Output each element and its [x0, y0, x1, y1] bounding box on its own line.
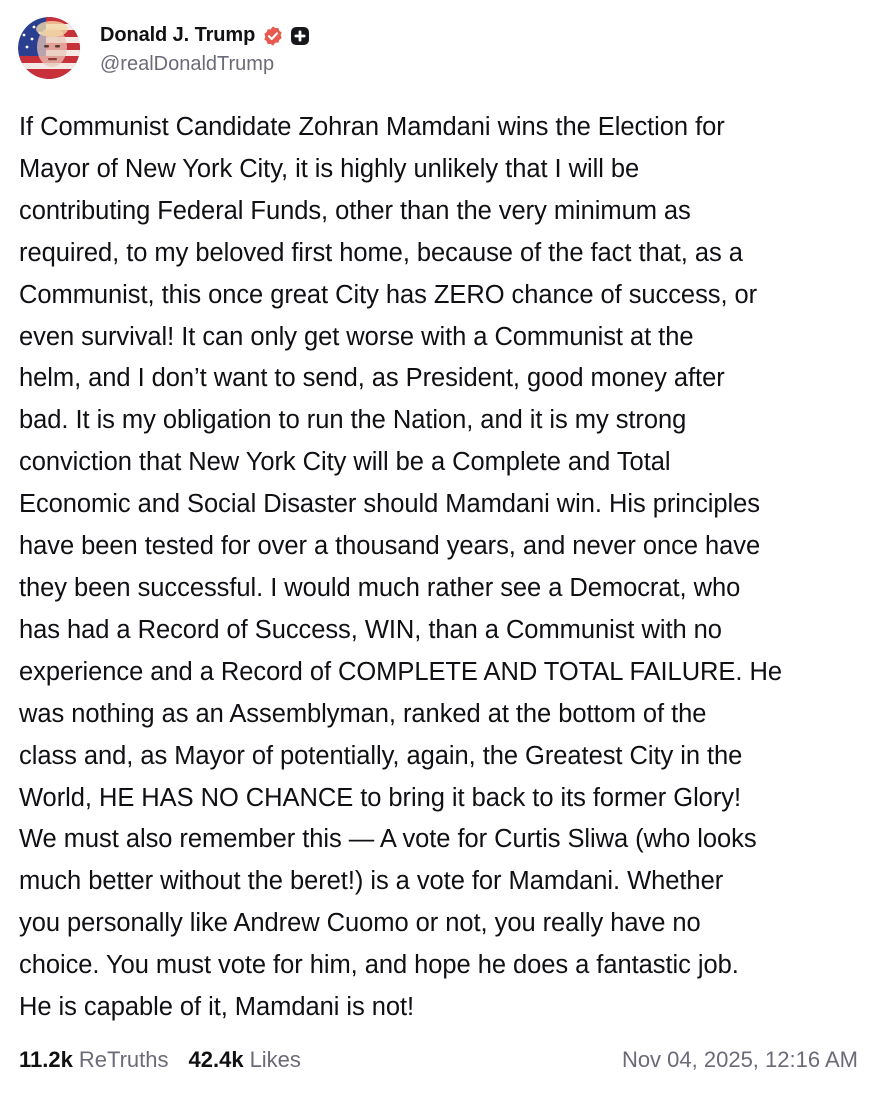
avatar[interactable]	[18, 17, 80, 79]
verified-badge-icon	[262, 25, 284, 47]
post-header	[18, 16, 310, 80]
avatar-image	[18, 17, 80, 79]
plus-badge-icon	[290, 26, 310, 46]
post-timestamp[interactable]: Nov 04, 2025, 12:16 AM	[621, 1047, 858, 1072]
author-handle[interactable]: @realDonaldTrump	[100, 52, 275, 75]
likes-count: 42.4k	[188, 1047, 244, 1072]
retruths-label: ReTruths	[78, 1047, 169, 1072]
likes-label: Likes	[249, 1047, 301, 1072]
likes-stat[interactable]	[189, 1047, 301, 1073]
retruths-count: 11.2k	[19, 1047, 73, 1072]
author-identity	[100, 21, 310, 76]
retruths-stat[interactable]	[19, 1047, 169, 1073]
post-text: If Communist Candidate Zohran Mamdani wins the Election for Mayor of New York City, it is highly unlikely that I will be contributing Federal Funds, other than the very minimum as required, to my beloved first home, because of the fact that, as a Communist, this once great City has ZERO chance of success, or even survival! It can only get worse with a Communist at the helm, and I don’t want to send, as President, good money after bad. It is my obligation to run the Nation, and it is my strong conviction that New York City will be a Complete and Total Economic and Social Disaster should Mamdani win. His principles have been tested for over a thousand years, and never once have they been successful. I would much rather see a Democrat, who has had a Record of Success, WIN, than a Communist with no experience and a Record of COMPLETE AND TOTAL FAILURE. He was nothing as an Assemblyman, ranked at the bottom of the class and, as Mayor of potentially, again, the Greatest City in the World, HE HAS NO CHANCE to bring it back to its former Glory! We must also remember this — A vote for Curtis Sliwa (who looks much better without the beret!) is a vote for Mamdani. Whether you personally like Andrew Cuomo or not, you really have no choice. You must vote for him, and hope he does a fantastic job. He is capable of it, Mamdani is not!	[19, 113, 782, 1022]
display-name[interactable]: Donald J. Trump	[100, 24, 256, 46]
post-footer	[19, 1040, 858, 1080]
name-row	[100, 21, 310, 51]
